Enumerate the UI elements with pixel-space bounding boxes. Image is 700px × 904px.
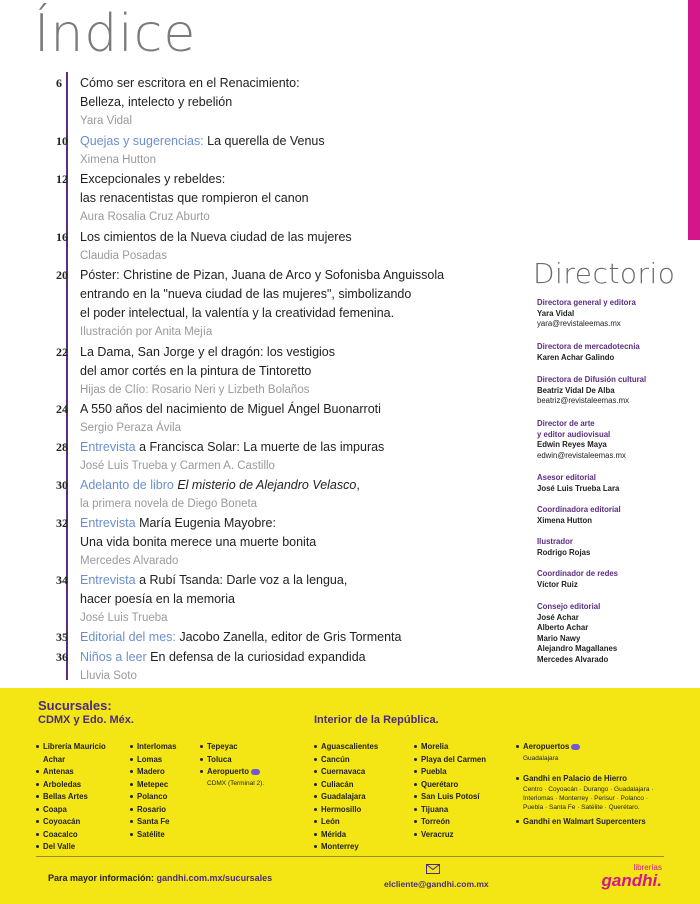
store-item[interactable]: Toluca <box>200 754 290 767</box>
toc-author: Sergio Peraza Ávila <box>80 422 181 434</box>
toc-section: Quejas y sugerencias: <box>80 134 204 148</box>
logo-wordmark: gandhi. <box>601 871 662 890</box>
store-item[interactable]: Playa del Carmen <box>414 754 514 767</box>
directorio-role: Consejo editorial <box>537 602 601 611</box>
store-item[interactable]: León <box>314 816 412 829</box>
store-item[interactable]: Torreón <box>414 816 514 829</box>
directorio-name: Alejandro Magallanes <box>537 644 618 653</box>
logo-small-text: librerías <box>633 863 662 872</box>
store-item[interactable]: Querétaro <box>414 779 514 792</box>
store-item[interactable]: Coacalco <box>36 829 128 842</box>
toc-author: Ilustración por Anita Mejía <box>80 326 213 338</box>
footer-divider <box>36 856 664 857</box>
store-item[interactable]: Satélite <box>130 829 202 842</box>
directorio-email[interactable]: beatriz@revistaleemas.mx <box>537 396 629 405</box>
store-item[interactable]: Polanco <box>130 791 202 804</box>
directorio-name: Mercedes Alvarado <box>537 654 609 664</box>
toc-section: Editorial del mes: <box>80 630 176 644</box>
store-item[interactable]: Tijuana <box>414 804 514 817</box>
store-item[interactable]: Gandhi en Walmart Supercenters <box>516 816 666 829</box>
directorio-entry <box>537 505 687 526</box>
directorio-title: Directorio <box>533 257 676 290</box>
toc-page-number: 10 <box>56 134 68 148</box>
toc-section: Niños a leer <box>80 650 147 664</box>
airplane-icon <box>571 744 580 750</box>
directorio-name: Ximena Hutton <box>537 515 593 525</box>
toc-author: José Luis Trueba y Carmen A. Castillo <box>80 460 275 472</box>
toc-entry[interactable] <box>56 514 521 570</box>
more-info-label: Para mayor información: <box>48 873 157 883</box>
page-title: Índice <box>34 4 197 64</box>
toc-section: Adelanto de libro <box>80 478 174 492</box>
toc-entry[interactable] <box>56 170 521 226</box>
toc-page-number: 24 <box>56 402 68 416</box>
toc-title: Jacobo Zanella, editor de Gris Tormenta <box>175 630 402 644</box>
toc-title-punct: , <box>356 478 360 492</box>
toc-title: En defensa de la curiosidad expandida <box>146 650 366 664</box>
directorio-name: Mario Nawy <box>537 633 581 643</box>
toc-page-number: 22 <box>56 345 68 359</box>
store-item[interactable]: Gandhi en Palacio de Hierro <box>516 773 666 786</box>
toc-author: Claudia Posadas <box>80 250 167 262</box>
store-item[interactable]: San Luis Potosí <box>414 791 514 804</box>
store-item[interactable]: Coapa <box>36 804 128 817</box>
toc-title: La querella de Venus <box>203 134 325 148</box>
store-item[interactable]: Del Valle <box>36 841 128 854</box>
directorio-entry <box>537 473 687 494</box>
toc-page-number: 28 <box>56 440 68 454</box>
toc-page-number: 30 <box>56 478 68 492</box>
toc-title: del amor cortés en la pintura de Tintoretto <box>80 364 312 378</box>
store-item[interactable]: Madero <box>130 766 202 779</box>
store-subtext: Centro · Coyoacán · Durango · Guadalajara · Interlomas · Monterrey · Perisur · Polanco · Puebla · Santa Fe · Satélite · Querétaro. <box>523 786 654 811</box>
toc-author: Hijas de Clío: Rosario Neri y Lizbeth Bolaños <box>80 384 310 396</box>
directorio-entry <box>537 569 687 590</box>
store-item[interactable]: Santa Fe <box>130 816 202 829</box>
directorio-entry <box>537 419 687 461</box>
directorio-role: Coordinador de redes <box>537 569 619 578</box>
store-label: Aeropuertos <box>523 742 570 751</box>
toc-page-number: 16 <box>56 230 68 244</box>
directorio-email[interactable]: yara@revistaleemas.mx <box>537 319 621 328</box>
store-item[interactable]: Cancún <box>314 754 412 767</box>
toc-subtitle: la primera novela de Diego Boneta <box>80 498 258 510</box>
store-item[interactable]: Metepec <box>130 779 202 792</box>
toc-page-number: 35 <box>56 630 68 644</box>
toc-author: Mercedes Alvarado <box>80 555 179 567</box>
directorio-name: José Achar <box>537 612 579 622</box>
toc-entry[interactable] <box>56 343 521 399</box>
cdmx-heading: CDMX y Edo. Méx. <box>38 714 134 726</box>
store-item[interactable]: Culiacán <box>314 779 412 792</box>
store-item[interactable]: Bellas Artes <box>36 791 128 804</box>
toc-entry[interactable] <box>56 571 521 627</box>
stores-column-1 <box>36 741 128 854</box>
directorio-name: Víctor Ruiz <box>537 579 578 589</box>
toc-entry[interactable] <box>56 476 521 513</box>
toc-entry[interactable] <box>56 266 521 341</box>
store-item[interactable]: Guadalajara <box>314 791 412 804</box>
store-item[interactable]: Rosario <box>130 804 202 817</box>
directorio-entry <box>537 298 687 330</box>
interior-heading: Interior de la República. <box>314 714 439 726</box>
toc-page-number: 6 <box>56 76 62 90</box>
toc-page-number: 12 <box>56 172 68 186</box>
directorio-entry <box>537 342 687 363</box>
directorio-name: Rodrigo Rojas <box>537 547 591 557</box>
toc-title: La Dama, San Jorge y el dragón: los vestigios <box>80 345 335 359</box>
stores-column-3 <box>200 741 290 788</box>
toc-entry[interactable] <box>56 228 521 265</box>
store-item[interactable]: Puebla <box>414 766 514 779</box>
toc-page-number: 32 <box>56 516 68 530</box>
toc-page-number: 36 <box>56 650 68 664</box>
directorio-role: Directora de Difusión cultural <box>537 375 647 384</box>
pink-accent-bar <box>688 0 700 240</box>
store-item[interactable]: Antenas <box>36 766 128 779</box>
stores-column-5 <box>414 741 514 841</box>
store-item[interactable]: Monterrey <box>314 841 412 854</box>
toc-entry[interactable] <box>56 132 521 169</box>
store-item[interactable]: Arboledas <box>36 779 128 792</box>
stores-column-4 <box>314 741 412 854</box>
toc-title: Una vida bonita merece una muerte bonita <box>80 535 317 549</box>
toc-title: Los cimientos de la Nueva ciudad de las mujeres <box>80 230 352 244</box>
directorio-name: José Luis Trueba Lara <box>537 483 620 493</box>
store-item[interactable] <box>200 766 290 779</box>
store-label: Aeropuerto <box>207 767 250 776</box>
stores-column-2 <box>130 741 202 841</box>
store-item[interactable] <box>516 741 666 754</box>
toc-title: Póster: Christine de Pizan, Juana de Arco y Sofonisba Anguissola <box>80 268 445 282</box>
directorio-role: Director de arte <box>537 419 595 428</box>
store-item[interactable]: Hermosillo <box>314 804 412 817</box>
toc-author: Aura Rosalia Cruz Aburto <box>80 211 210 223</box>
directorio-name: Alberto Achar <box>537 623 589 632</box>
store-item[interactable]: Librería Mauricio Achar <box>36 741 128 766</box>
toc-title: Belleza, intelecto y rebelión <box>80 95 233 109</box>
airplane-icon <box>251 769 260 775</box>
toc-title: María Eugenia Mayobre: <box>135 516 276 530</box>
store-item[interactable]: Mérida <box>314 829 412 842</box>
directorio-name: Beatriz Vidal De Alba <box>537 385 615 395</box>
directorio-role: Directora general y editora <box>537 298 636 307</box>
stores-footer <box>0 688 700 904</box>
toc-title: Cómo ser escritora en el Renacimiento: <box>80 76 300 90</box>
toc-entry[interactable] <box>56 400 521 437</box>
toc-title: a Rubí Tsanda: Darle voz a la lengua, <box>135 573 348 587</box>
store-item[interactable]: Veracruz <box>414 829 514 842</box>
toc-author: José Luis Trueba <box>80 612 168 624</box>
toc-page-number: 34 <box>56 573 68 587</box>
contact-email[interactable]: elcliente@gandhi.com.mx <box>384 879 489 889</box>
directorio-name: Yara Vidal <box>537 308 575 318</box>
toc-title: las renacentistas que rompieron el canon <box>80 191 309 205</box>
toc-title: A 550 años del nacimiento de Miguel Ángel Buonarroti <box>80 402 381 416</box>
stores-column-6 <box>516 741 666 829</box>
store-item[interactable]: Cuernavaca <box>314 766 412 779</box>
toc-entry[interactable] <box>56 628 521 647</box>
toc-title: hacer poesía en la memoria <box>80 592 235 606</box>
toc-author: Yara Vidal <box>80 115 132 127</box>
gandhi-logo[interactable] <box>582 863 662 891</box>
toc-title: entrando en la "nueva ciudad de las mujeres", simbolizando <box>80 287 412 301</box>
toc-section: Entrevista <box>80 440 136 454</box>
store-item[interactable]: Tepeyac <box>200 741 290 754</box>
directorio-role: y editor audiovisual <box>537 429 611 439</box>
toc-section: Entrevista <box>80 516 136 530</box>
directorio-entry <box>537 375 687 407</box>
sucursales-heading: Sucursales: <box>38 698 112 713</box>
toc-author: Lluvia Soto <box>80 670 137 682</box>
store-item[interactable]: Lomas <box>130 754 202 767</box>
directorio-name: Karen Achar Galindo <box>537 352 615 362</box>
toc-section: Entrevista <box>80 573 136 587</box>
directorio-email[interactable]: edwin@revistaleemas.mx <box>537 450 626 460</box>
toc-page-number: 20 <box>56 268 68 282</box>
toc-entry[interactable] <box>56 74 521 130</box>
directorio-role: Directora de mercadotecnia <box>537 342 640 351</box>
toc-title: Excepcionales y rebeldes: <box>80 172 226 186</box>
toc-title: a Francisca Solar: La muerte de las impuras <box>135 440 385 454</box>
directorio-entry <box>537 602 687 665</box>
toc-author: Ximena Hutton <box>80 154 157 166</box>
toc-title: El misterio de Alejandro Velasco <box>177 478 357 492</box>
directorio-role: Ilustrador <box>537 537 573 546</box>
store-subtext: CDMX (Terminal 2). <box>207 779 265 787</box>
toc-entry[interactable] <box>56 648 521 685</box>
sucursales-link[interactable]: gandhi.com.mx/sucursales <box>156 873 273 883</box>
directorio-role: Asesor editorial <box>537 473 596 482</box>
toc-title: el poder intelectual, la valentía y la creatividad femenina. <box>80 306 395 320</box>
more-info <box>48 873 272 883</box>
envelope-icon <box>426 864 440 874</box>
store-item[interactable]: Coyoacán <box>36 816 128 829</box>
toc-entry[interactable] <box>56 438 521 475</box>
directorio-entry <box>537 537 687 558</box>
store-item[interactable]: Morelia <box>414 741 514 754</box>
store-subtext: Guadalajara <box>523 754 559 762</box>
store-item[interactable]: Aguascalientes <box>314 741 412 754</box>
directorio-role: Coordinadora editorial <box>537 505 621 514</box>
directorio-name: Edwin Reyes Maya <box>537 440 607 449</box>
store-item[interactable]: Interlomas <box>130 741 202 754</box>
